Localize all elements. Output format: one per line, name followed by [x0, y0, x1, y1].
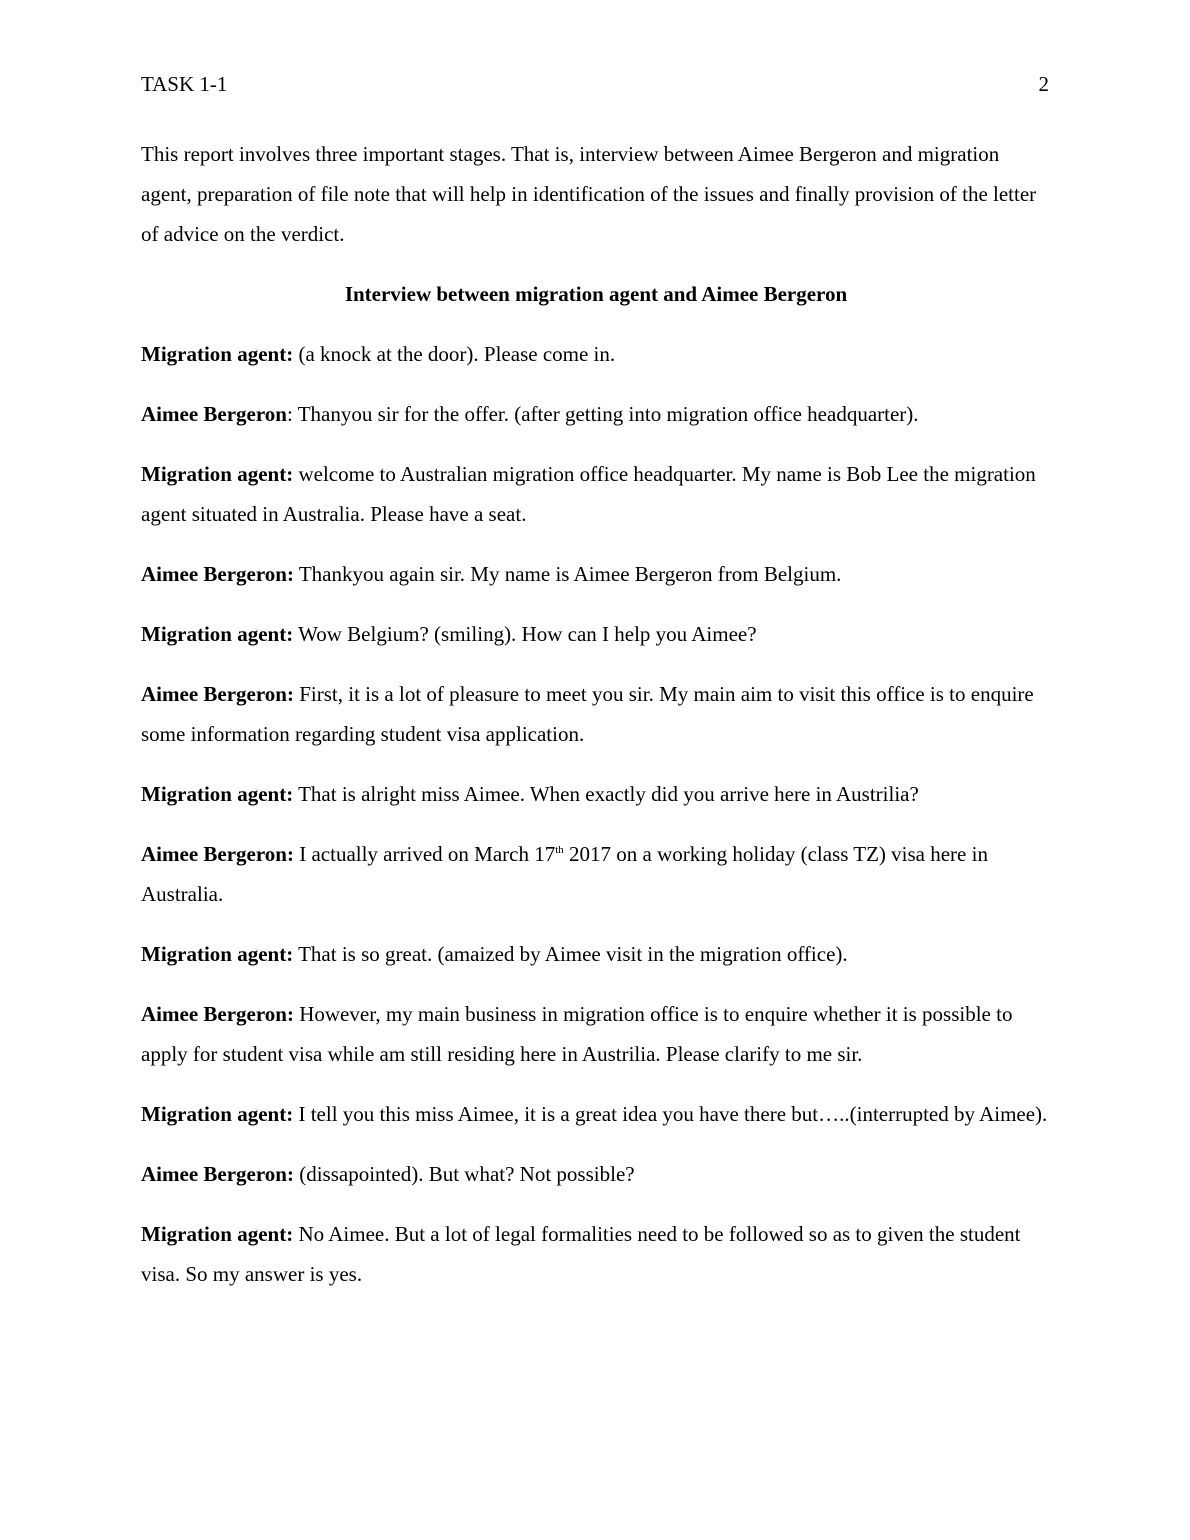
- running-head: TASK 1-1: [141, 72, 228, 96]
- dialogue-text: 2017 on a working holiday (class TZ) visa here in Australia.: [141, 842, 988, 906]
- dialogue-text: Wow Belgium? (smiling). How can I help you Aimee?: [293, 622, 757, 646]
- dialogue-text: First, it is a lot of pleasure to meet you sir. My main aim to visit this office is to enquire some information regarding student visa application.: [141, 682, 1034, 746]
- dialogue-line: [141, 1094, 1051, 1134]
- dialogue-text: However, my main business in migration office is to enquire whether it is possible to apply for student visa while am still residing here in Austrilia. Please clarify to me sir.: [141, 1002, 1013, 1066]
- dialogue-line: [141, 614, 1051, 654]
- speaker-name: Aimee Bergeron:: [141, 682, 294, 706]
- dialogue-line: [141, 334, 1051, 374]
- dialogue-text: No Aimee. But a lot of legal formalities need to be followed so as to given the student visa. So my answer is yes.: [141, 1222, 1021, 1286]
- speaker-name: Migration agent:: [141, 942, 294, 966]
- dialogue-text: I actually arrived on March 17: [293, 842, 556, 866]
- speaker-name: Migration agent:: [141, 342, 294, 366]
- dialogue-line: [141, 394, 1051, 434]
- dialogue-text: : Thanyou sir for the offer. (after getting into migration office headquarter).: [286, 402, 919, 426]
- speaker-name: Migration agent:: [141, 782, 294, 806]
- dialogue-line: [141, 994, 1051, 1074]
- dialogue-line: [141, 934, 1051, 974]
- dialogue-text: I tell you this miss Aimee, it is a great idea you have there but…..(interrupted by Aimee).: [293, 1102, 1048, 1126]
- speaker-name: Migration agent:: [141, 622, 294, 646]
- speaker-name: Migration agent:: [141, 1102, 294, 1126]
- section-heading: Interview between migration agent and Aimee Bergeron: [344, 282, 848, 306]
- dialogue-text: That is alright miss Aimee. When exactly did you arrive here in Austrilia?: [293, 782, 919, 806]
- page-number: 2: [1038, 72, 1049, 96]
- speaker-name: Migration agent:: [141, 462, 294, 486]
- dialogue-line: [141, 554, 1051, 594]
- speaker-name: Migration agent:: [141, 1222, 294, 1246]
- dialogue-text: Thankyou again sir. My name is Aimee Bergeron from Belgium.: [293, 562, 842, 586]
- dialogue-line: [141, 774, 1051, 814]
- dialogue-line: [141, 454, 1051, 534]
- dialogue-line: [141, 1154, 1051, 1194]
- document-body: [141, 134, 1051, 1314]
- dialogue-line: [141, 834, 1051, 914]
- speaker-name: Aimee Bergeron:: [141, 842, 294, 866]
- dialogue-line: [141, 674, 1051, 754]
- intro-paragraph: This report involves three important stages. That is, interview between Aimee Bergeron and migration agent, preparation of file note that will help in identification of the issues and finally provision of the letter of advice on the verdict.: [141, 142, 1037, 246]
- speaker-name: Aimee Bergeron:: [141, 1162, 294, 1186]
- dialogue-text: (a knock at the door). Please come in.: [293, 342, 616, 366]
- dialogue-line: [141, 1214, 1051, 1294]
- ordinal-superscript: th: [555, 844, 564, 856]
- speaker-name: Aimee Bergeron:: [141, 1002, 294, 1026]
- dialogue-text: (dissapointed). But what? Not possible?: [293, 1162, 635, 1186]
- speaker-name: Aimee Bergeron:: [141, 562, 294, 586]
- dialogue-text: welcome to Australian migration office headquarter. My name is Bob Lee the migration agent situated in Australia. Please have a seat.: [141, 462, 1036, 526]
- speaker-name: Aimee Bergeron: [141, 402, 287, 426]
- dialogue-text: That is so great. (amaized by Aimee visit in the migration office).: [293, 942, 848, 966]
